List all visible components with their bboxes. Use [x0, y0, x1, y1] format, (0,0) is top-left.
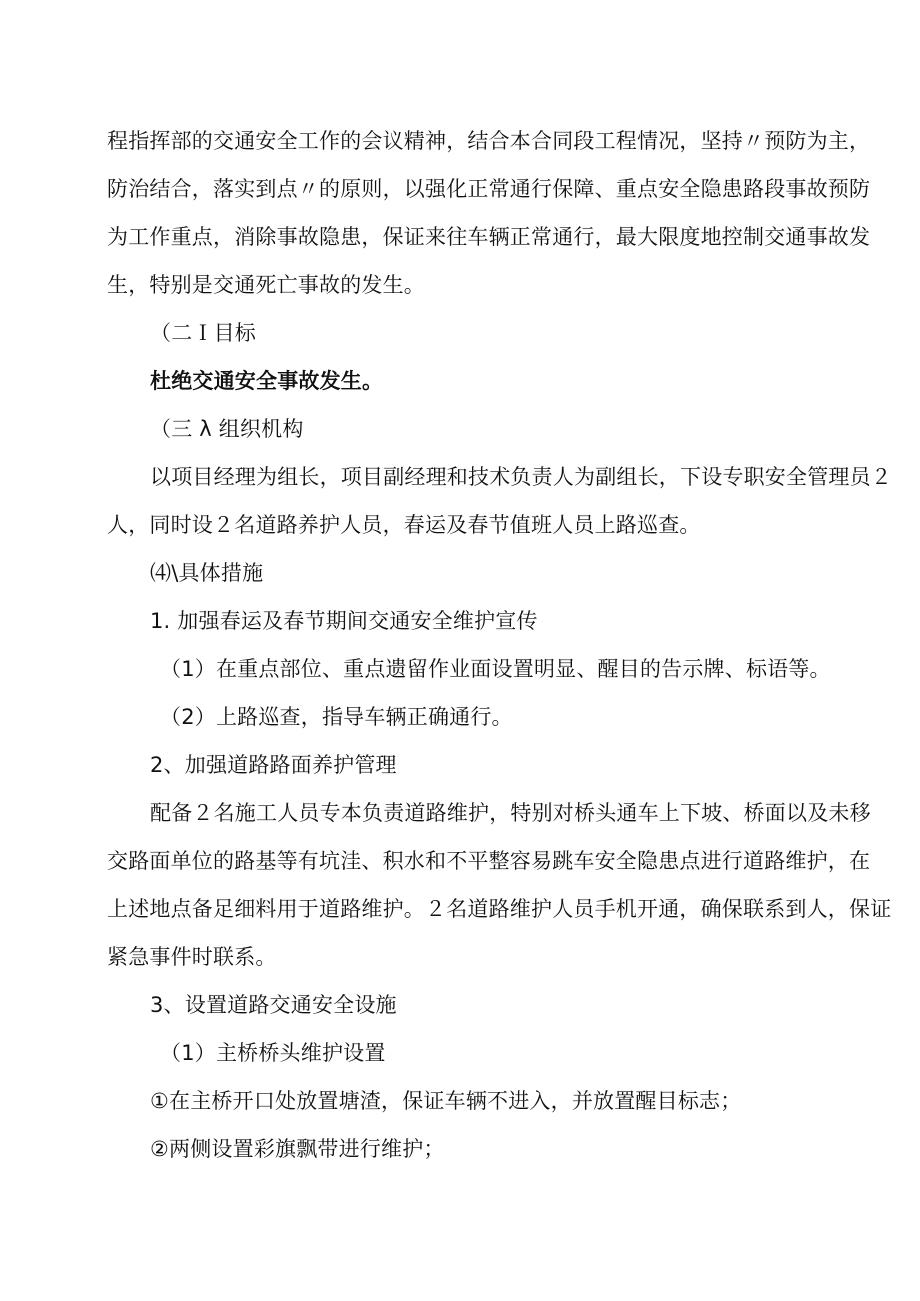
- paragraph-line: 人，同时设２名道路养护人员，春运及春节值班人员上路巡查。: [107, 513, 701, 537]
- paragraph-line: 紧急事件时联系。: [107, 945, 277, 969]
- subheading-road-maintenance: 2、加强道路路面养护管理: [150, 753, 397, 777]
- list-item: ②两侧设置彩旗飘带进行维护；: [150, 1137, 445, 1161]
- paragraph-line: 配备２名施工人员专本负责道路维护，特别对桥头通车上下坡、桥面以及未移: [150, 801, 871, 825]
- goal-statement: 杜绝交通安全事故发生。: [150, 369, 384, 393]
- paragraph-line: 交路面单位的路基等有坑洼、积水和不平整容易跳车安全隐患点进行道路维护，在: [107, 849, 871, 873]
- paragraph-line: 防治结合，落实到点〃的原则，以强化正常通行保障、重点安全隐患路段事故预防: [107, 177, 871, 201]
- subheading-publicity: 1. 加强春运及春节期间交通安全维护宣传: [150, 609, 538, 633]
- list-item: （1）主桥桥头维护设置: [160, 1041, 386, 1065]
- list-item: ①在主桥开口处放置塘渣，保证车辆不进入，并放置醒目标志；: [150, 1089, 742, 1113]
- section-heading-organization: （三 λ 组织机构: [150, 417, 304, 441]
- list-item: （1）在重点部位、重点遗留作业面设置明显、醒目的告示牌、标语等。: [160, 657, 831, 681]
- paragraph-line: 以项目经理为组长，项目副经理和技术负责人为副组长，下设专职安全管理员２: [150, 465, 892, 489]
- paragraph-line: 为工作重点，消除事故隐患，保证来往车辆正常通行，最大限度地控制交通事故发: [107, 225, 871, 249]
- paragraph-line: 生，特别是交通死亡事故的发生。: [107, 273, 425, 297]
- section-heading-goal: （二Ｉ目标: [150, 321, 256, 345]
- paragraph-line: 程指挥部的交通安全工作的会议精神，结合本合同段工程情况，坚持〃预防为主，: [107, 129, 871, 153]
- paragraph-line: 上述地点备足细料用于道路维护。２名道路维护人员手机开通，确保联系到人，保证: [107, 897, 892, 921]
- section-heading-measures: ⑷\具体措施: [150, 561, 264, 585]
- list-item: （2）上路巡查，指导车辆正确通行。: [160, 705, 513, 729]
- subheading-safety-facilities: 3、设置道路交通安全设施: [150, 993, 397, 1017]
